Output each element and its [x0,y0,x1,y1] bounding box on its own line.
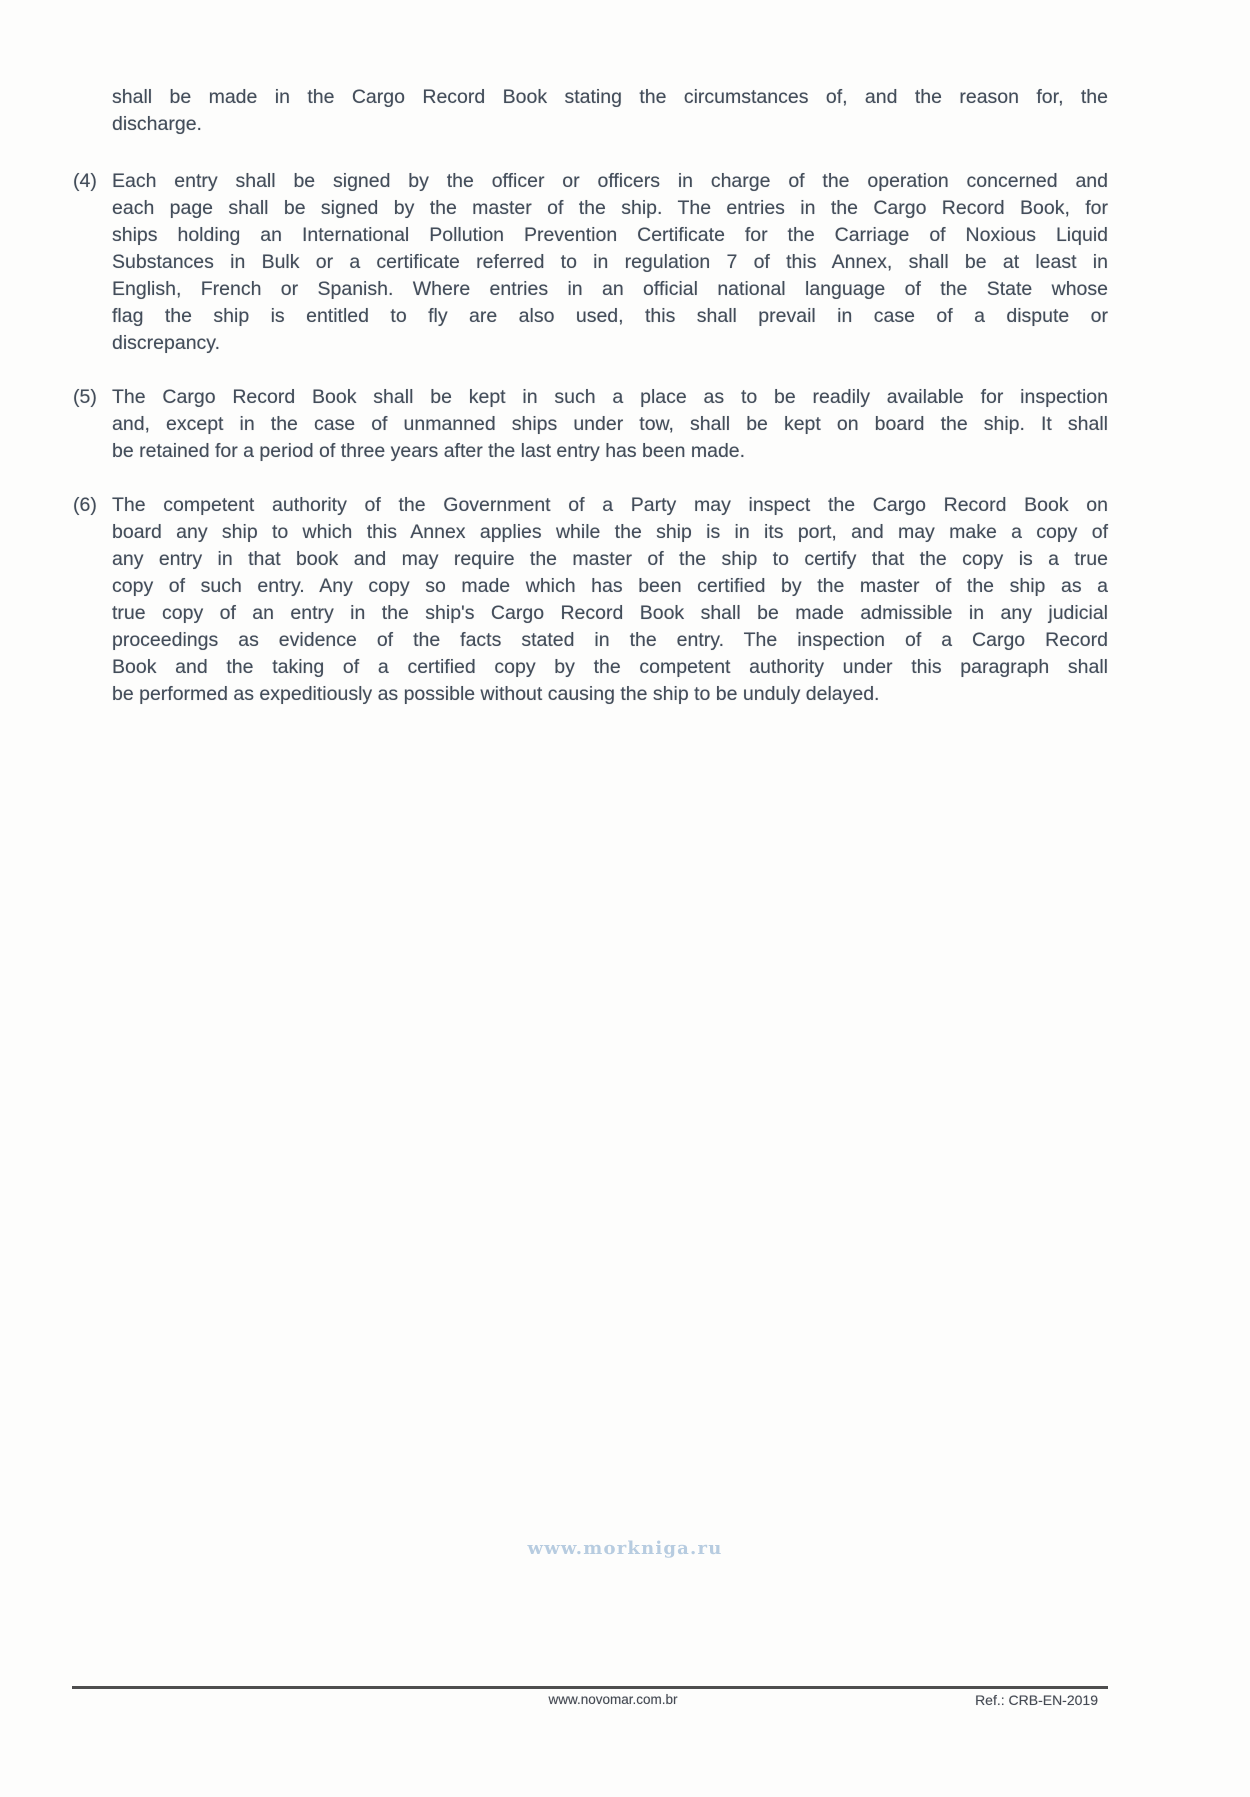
paragraph [73,168,1108,357]
text-line: be retained for a period of three years after the last entry has been made. [112,440,746,462]
paragraph-number: (5) [73,386,97,408]
paragraph [73,492,1108,708]
paragraph [73,84,1108,138]
paragraph-body [112,384,1108,465]
paragraph-number: (4) [73,170,97,192]
text-line: ships holding an International Pollution Prevention Certificate for the Carriage of Noxious Liquid [112,224,1108,246]
text-line: discharge. [112,113,202,135]
footer-divider [72,1686,1108,1689]
text-line: each page shall be signed by the master of the ship. The entries in the Cargo Record Book, for [112,197,1108,219]
text-line: and, except in the case of unmanned ships under tow, shall be kept on board the ship. It shall [112,413,1108,435]
text-line: Each entry shall be signed by the officer or officers in charge of the operation concerned and [112,170,1108,192]
paragraph-body [112,84,1108,138]
text-line: board any ship to which this Annex applies while the ship is in its port, and may make a copy of [112,521,1108,543]
footer-website-text: www.novomar.com.br [548,1692,678,1707]
text-line: flag the ship is entitled to fly are also used, this shall prevail in case of a dispute or [112,305,1108,327]
text-line: any entry in that book and may require the master of the ship to certify that the copy is a true [112,548,1108,570]
paragraph-body [112,492,1108,708]
text-line: be performed as expeditiously as possible without causing the ship to be unduly delayed. [112,683,880,705]
text-line: true copy of an entry in the ship's Cargo Record Book shall be made admissible in any judicial [112,602,1108,624]
paragraph [73,384,1108,465]
watermark-text: www.morkniga.ru [527,1538,723,1559]
text-line: discrepancy. [112,332,221,354]
text-line: English, French or Spanish. Where entries in an official national language of the State whose [112,278,1108,300]
paragraph-number [73,84,112,138]
paragraph-number: (6) [73,494,97,516]
text-line: The competent authority of the Government of a Party may inspect the Cargo Record Book on [112,494,1108,516]
footer-reference: Ref.: CRB-EN-2019 [975,1692,1098,1708]
text-line: The Cargo Record Book shall be kept in such a place as to be readily available for inspection [112,386,1108,408]
paragraph-body [112,168,1108,357]
text-line: shall be made in the Cargo Record Book stating the circumstances of, and the reason for, the [112,86,1108,108]
text-line: copy of such entry. Any copy so made which has been certified by the master of the ship as a [112,575,1108,597]
text-line: proceedings as evidence of the facts stated in the entry. The inspection of a Cargo Record [112,629,1108,651]
text-line: Substances in Bulk or a certificate referred to in regulation 7 of this Annex, shall be at least in [112,251,1108,273]
text-line: Book and the taking of a certified copy by the competent authority under this paragraph shall [112,656,1108,678]
